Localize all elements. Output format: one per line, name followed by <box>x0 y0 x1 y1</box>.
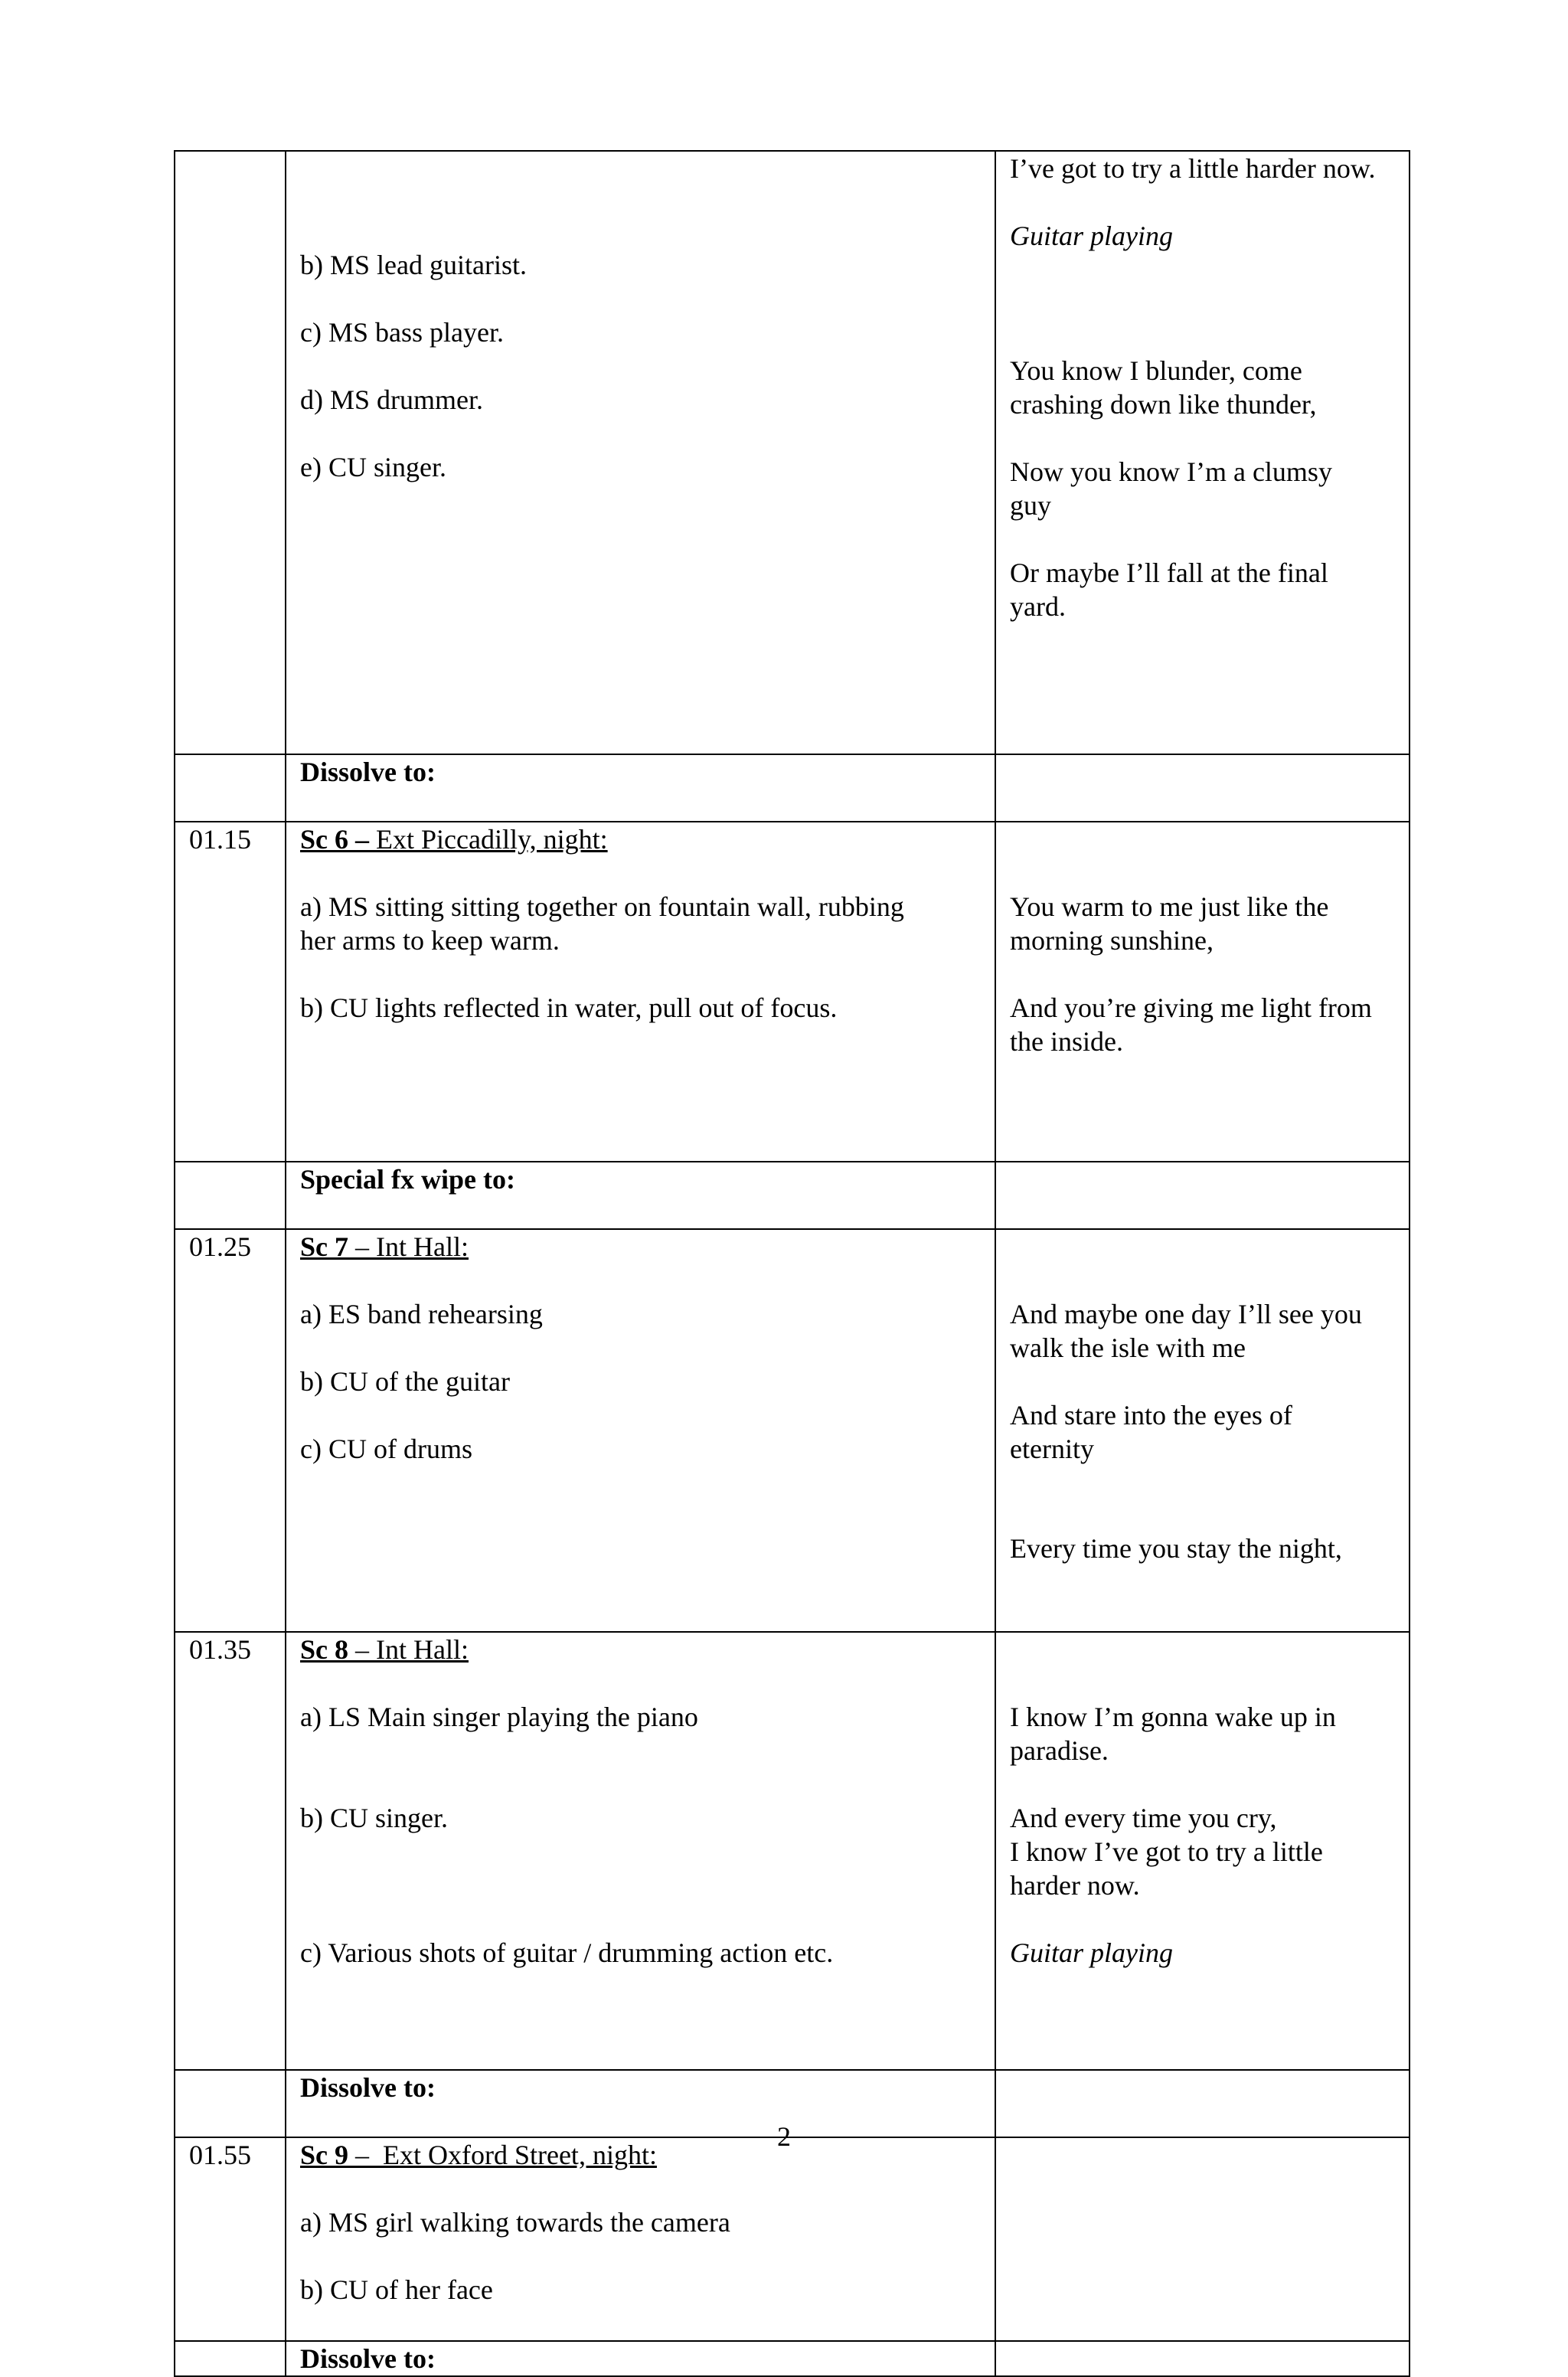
timecode-cell <box>175 2137 286 2341</box>
table-row <box>175 1229 1410 1632</box>
direction-line: Guitar playing <box>1010 221 1173 251</box>
lyric-line: morning sunshine, <box>1010 925 1214 956</box>
shot-line: e) CU singer. <box>300 452 446 482</box>
table-row <box>175 1632 1410 2070</box>
visual-cell <box>286 822 995 1162</box>
transition-label: Dissolve to: <box>300 757 436 787</box>
transition-label: Dissolve to: <box>300 2072 436 2103</box>
lyric-line: crashing down like thunder, <box>1010 389 1317 420</box>
lyric-line: You know I blunder, come <box>1010 355 1302 386</box>
lyric-line: the inside. <box>1010 1026 1123 1057</box>
scene-title: – Int Hall: <box>348 1231 469 1262</box>
visual-cell <box>286 151 995 754</box>
transition-cell <box>286 754 995 822</box>
table-row <box>175 2341 1410 2376</box>
table-row <box>175 1162 1410 1229</box>
timecode-cell <box>175 754 286 822</box>
lyric-line: And maybe one day I’ll see you <box>1010 1299 1362 1329</box>
lyric-line: harder now. <box>1010 1870 1140 1901</box>
scene-number: Sc 8 <box>300 1634 348 1665</box>
timecode-cell <box>175 1162 286 1229</box>
audio-cell <box>995 1229 1410 1632</box>
page-number: 2 <box>777 2121 791 2152</box>
shooting-script-table <box>174 150 1410 2377</box>
lyric-line: I’ve got to try a little harder now. <box>1010 153 1376 184</box>
audio-cell <box>995 2137 1410 2341</box>
audio-cell <box>995 754 1410 822</box>
lyric-line: walk the isle with me <box>1010 1332 1246 1363</box>
audio-cell <box>995 822 1410 1162</box>
scene-number: Sc 6 – <box>300 824 369 855</box>
transition-cell <box>286 1162 995 1229</box>
timecode-cell <box>175 2341 286 2376</box>
direction-line: Guitar playing <box>1010 1937 1173 1968</box>
audio-cell <box>995 1162 1410 1229</box>
timecode-cell <box>175 822 286 1162</box>
lyric-line: I know I’ve got to try a little <box>1010 1836 1323 1867</box>
lyric-line: I know I’m gonna wake up in <box>1010 1702 1336 1732</box>
shot-line: b) CU singer. <box>300 1803 448 1833</box>
shot-line: c) Various shots of guitar / drumming action etc. <box>300 1937 834 1968</box>
lyric-line: yard. <box>1010 591 1066 622</box>
lyric-line: paradise. <box>1010 1735 1109 1766</box>
scene-title: Ext Piccadilly, night: <box>369 824 608 855</box>
timecode-cell <box>175 151 286 754</box>
shot-line: her arms to keep warm. <box>300 925 560 956</box>
shot-line: a) LS Main singer playing the piano <box>300 1702 698 1732</box>
shot-line: b) MS lead guitarist. <box>300 250 527 280</box>
lyric-line: And every time you cry, <box>1010 1803 1277 1833</box>
table-row <box>175 151 1410 754</box>
shot-line: a) MS sitting sitting together on fountain wall, rubbing <box>300 891 904 922</box>
table-row <box>175 822 1410 1162</box>
scene-heading <box>300 822 982 856</box>
scene-heading <box>300 1633 982 1666</box>
shot-line: c) MS bass player. <box>300 317 504 348</box>
lyric-line: And you’re giving me light from <box>1010 992 1372 1023</box>
lyric-line: Every time you stay the night, <box>1010 1533 1342 1564</box>
timecode-cell <box>175 1632 286 2070</box>
lyric-line: And stare into the eyes of <box>1010 1400 1292 1430</box>
audio-cell <box>995 151 1410 754</box>
shot-line: b) CU lights reflected in water, pull out of focus. <box>300 992 838 1023</box>
timecode: 01.15 <box>189 824 251 855</box>
visual-cell <box>286 1229 995 1632</box>
audio-cell <box>995 2341 1410 2376</box>
shot-line: b) CU of her face <box>300 2274 493 2305</box>
scene-heading <box>300 1230 982 1264</box>
shot-line: a) ES band rehearsing <box>300 1299 543 1329</box>
timecode: 01.35 <box>189 1634 251 1665</box>
lyric-line: Or maybe I’ll fall at the final <box>1010 557 1328 588</box>
transition-label: Dissolve to: <box>300 2343 436 2374</box>
lyric-line: You warm to me just like the <box>1010 891 1329 922</box>
scene-number: Sc 9 <box>300 2140 348 2170</box>
table-row <box>175 754 1410 822</box>
lyric-line: Now you know I’m a clumsy <box>1010 456 1332 487</box>
visual-cell <box>286 1632 995 2070</box>
transition-cell <box>286 2341 995 2376</box>
timecode-cell <box>175 1229 286 1632</box>
shot-line: d) MS drummer. <box>300 384 483 415</box>
shot-line: b) CU of the guitar <box>300 1366 510 1397</box>
shot-line: c) CU of drums <box>300 1434 472 1464</box>
lyric-line: eternity <box>1010 1434 1094 1464</box>
audio-cell <box>995 1632 1410 2070</box>
lyric-line: guy <box>1010 490 1051 521</box>
timecode: 01.25 <box>189 1231 251 1262</box>
scene-number: Sc 7 <box>300 1231 348 1262</box>
timecode: 01.55 <box>189 2140 251 2170</box>
scene-title: – Ext Oxford Street, night: <box>348 2140 657 2170</box>
transition-label: Special fx wipe to: <box>300 1164 515 1195</box>
table-row <box>175 2137 1410 2341</box>
visual-cell <box>286 2137 995 2341</box>
shot-line: a) MS girl walking towards the camera <box>300 2207 730 2238</box>
scene-title: – Int Hall: <box>348 1634 469 1665</box>
